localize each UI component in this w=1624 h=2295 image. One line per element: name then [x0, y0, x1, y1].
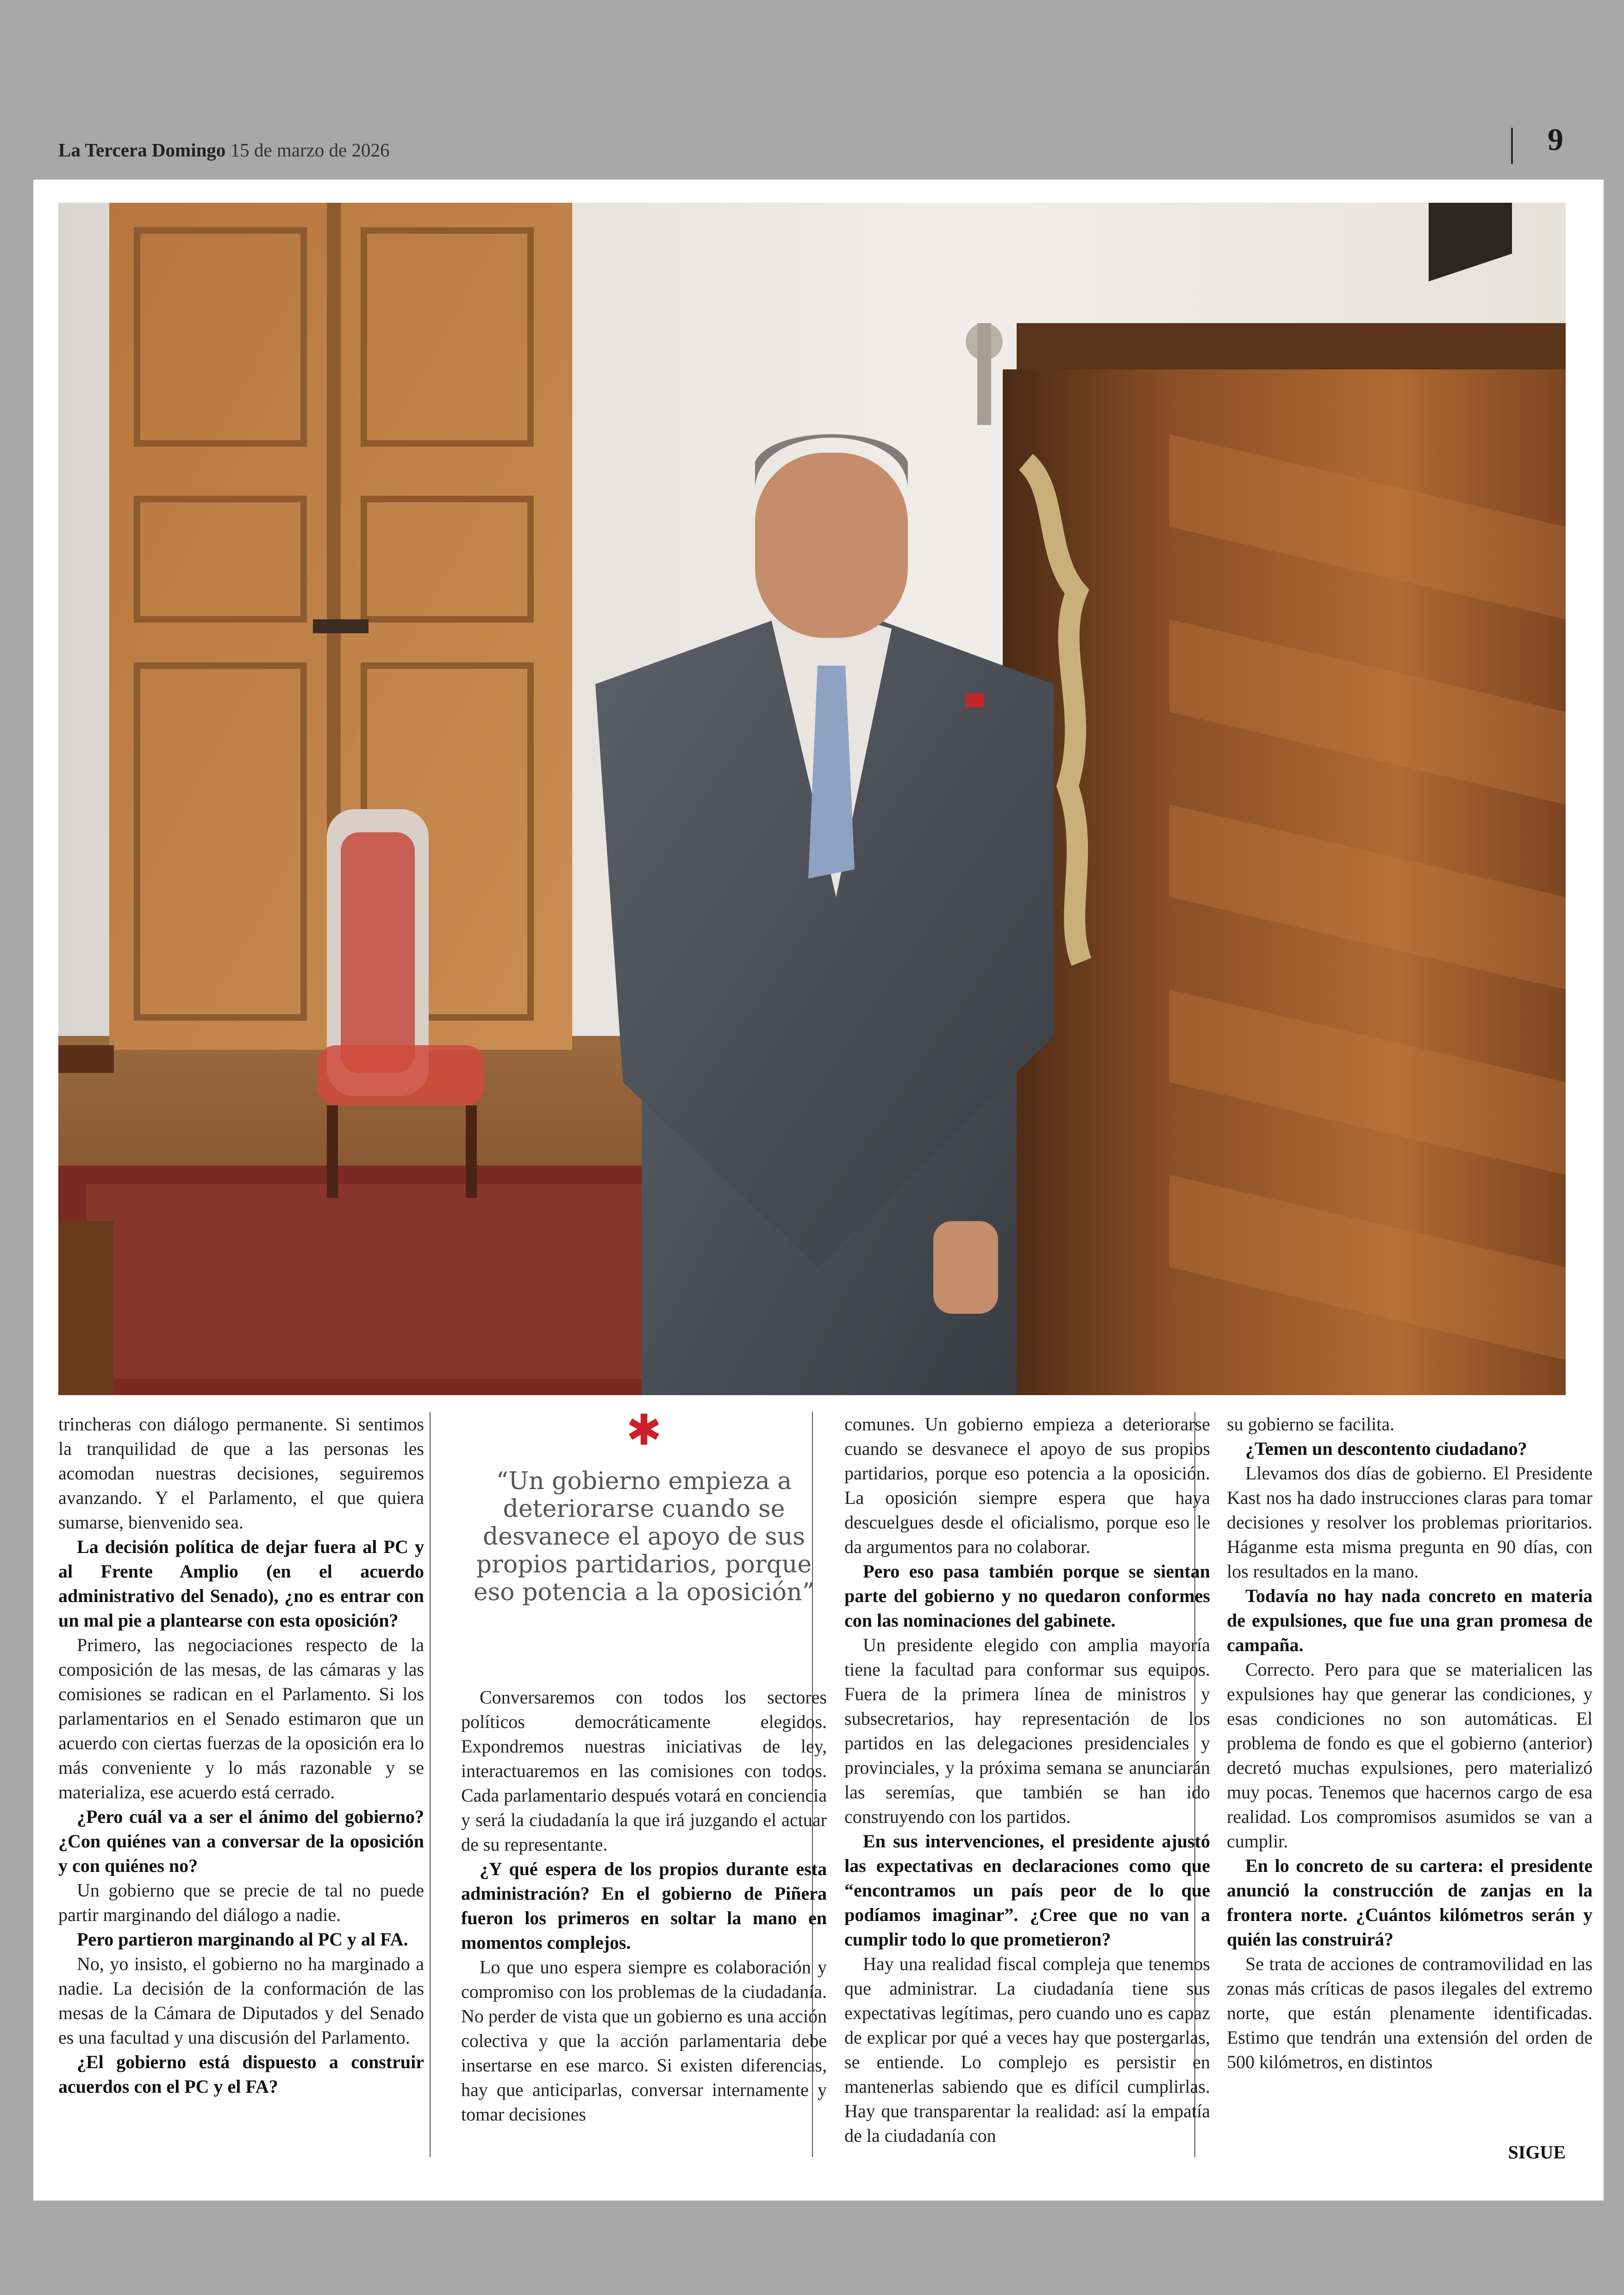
pull-quote — [461, 1405, 827, 1685]
interview-answer: Correcto. Pero para que se materialicen las expulsiones hay que generar las condiciones, y esas condiciones no son automáticas. El problema de fondo es que el gobierno (anterior) decretó muchas expulsiones, pero materializó muy pocas. Tenemos que hacernos cargo de esa realidad. Los compromisos asumidos se van a cumplir. — [1227, 1659, 1593, 1852]
article-page — [33, 180, 1604, 2201]
page-header — [0, 0, 1624, 180]
portrait-photo — [58, 203, 1566, 1395]
text-column-4 — [1227, 1412, 1593, 2189]
interview-question: En lo concreto de su cartera: el presidente anunció la construcción de zanjas en la frontera norte. ¿Cuántos kilómetros serán y quién las construirá? — [1227, 1855, 1593, 1950]
interview-question: En sus intervenciones, el presidente ajustó las expectativas en declaraciones como que “encontramos un país peor de lo que podíamos imaginar”. ¿Cree que no van a cumplir todo lo que prometieron? — [844, 1831, 1210, 1950]
masthead — [58, 139, 390, 161]
interview-answer: Llevamos dos días de gobierno. El Presidente Kast nos ha dado instrucciones claras para tomar decisiones y resolver los problemas prioritarios. Háganme esta misma pregunta en 90 días, con los resultados en la mano. — [1227, 1463, 1593, 1582]
interview-question: ¿Y qué espera de los propios durante esta administración? En el gobierno de Piñera fueron los primeros en soltar la mano en momentos complejos. — [461, 1858, 827, 1953]
text-column-2-body — [461, 1685, 827, 2127]
text-column-2 — [461, 1405, 827, 2189]
interview-answer: Conversaremos con todos los sectores políticos democráticamente elegidos. Expondremos nuestras iniciativas de ley, interactuaremos en las comisiones con todos. Cada parlamentario después votará en conciencia y será la ciudadanía la que irá juzgando el actuar de su representante. — [461, 1687, 827, 1855]
column-divider — [430, 1412, 431, 2157]
header-divider — [1511, 128, 1513, 164]
interview-answer: Se trata de acciones de contramovilidad en las zonas más críticas de pasos ilegales del extremo norte, que están plenamente identificadas. Estimo que tendrán una extensión del orden de 500 kilómetros, en distintos — [1227, 1953, 1593, 2072]
interview-answer: Primero, las negociaciones respecto de la composición de las mesas, de las cámaras y las comisiones se radican en el Parlamento. Si los parlamentarios en el Senado estimaron que un acuerdo con ciertas fuerzas de la oposición era lo más conveniente y lo más razonable y se materializa, ese acuerdo está cerrado. — [58, 1634, 424, 1802]
interview-answer: No, yo insisto, el gobierno no ha marginado a nadie. La decisión de la conformación de las mesas de la Cámara de Diputados y del Senado es una facultad y una discusión del Parlamento. — [58, 1953, 424, 2048]
interview-question: ¿Temen un descontento ciudadano? — [1245, 1438, 1527, 1459]
interview-question: ¿El gobierno está dispuesto a construir acuerdos con el PC y el FA? — [58, 2052, 424, 2097]
interview-answer: Un presidente elegido con amplia mayoría tiene la facultad para conformar sus equipos. Fuera de la primera línea de ministros y subsecretarios, hay representación de los partidos en las delegaciones presidenciales y provinciales, y la próxima semana se anunciarán las seremías, que también se han ido construyendo con los partidos. — [844, 1634, 1210, 1827]
interview-question: Pero partieron marginando al PC y al FA. — [77, 1929, 408, 1950]
issue-date: 15 de marzo de 2026 — [230, 139, 390, 161]
interview-question: Pero eso pasa también porque se sientan parte del gobierno y no quedaron conformes con las nominaciones del gabinete. — [844, 1561, 1210, 1631]
interview-answer: Hay una realidad fiscal compleja que tenemos que administrar. La ciudadanía tiene sus expectativas legítimas, pero cuando uno es capaz de explicar por qué a veces hay que postergarlas, se entiende. Lo complejo es persistir en mantenerlas sabiendo que es difícil cumplirlas. Hay que transparentar la realidad: así la empatía de la ciudadanía con — [844, 1953, 1210, 2146]
interview-question: Todavía no hay nada concreto en materia de expulsiones, que fue una gran promesa de campaña. — [1227, 1585, 1593, 1655]
interview-question: La decisión política de dejar fuera al PC y al Frente Amplio (en el acuerdo administrativo del Senado), ¿no es entrar con un mal pie a plantearse con esta oposición? — [58, 1536, 424, 1631]
page-number: 9 — [1548, 122, 1563, 157]
text-column-1 — [58, 1412, 424, 2189]
asterisk-icon: ✱ — [626, 1405, 662, 1455]
portrait-photo-icon — [58, 203, 1566, 1395]
interview-answer: su gobierno se facilita. — [1227, 1414, 1395, 1434]
interview-answer: Un gobierno que se precie de tal no puede partir marginando del diálogo a nadie. — [58, 1880, 424, 1925]
publication-name: La Tercera Domingo — [58, 139, 226, 161]
interview-question: ¿Pero cuál va a ser el ánimo del gobierno? ¿Con quiénes van a conversar de la oposición y con quiénes no? — [58, 1806, 424, 1876]
interview-answer: trincheras con diálogo permanente. Si sentimos la tranquilidad de que a las personas les acomodan nuestras decisiones, seguiremos avanzando. Y el Parlamento, el que quiera sumarse, bienvenido sea. — [58, 1414, 424, 1533]
pull-quote-text: “Un gobierno empieza a deteriorarse cuando se desvanece el apoyo de sus propios partidarios, porque eso potencia a la oposición” — [473, 1467, 815, 1606]
continue-label: SIGUE — [1508, 2142, 1566, 2163]
text-column-3 — [844, 1412, 1210, 2189]
interview-answer: comunes. Un gobierno empieza a deteriorarse cuando se desvanece el apoyo de sus propios partidarios, porque eso potencia a la oposición. La oposición siempre espera que haya descuelgues desde el oficialismo, porque eso le da argumentos para no colaborar. — [844, 1414, 1210, 1557]
interview-answer: Lo que uno espera siempre es colaboración y compromiso con los problemas de la ciudadanía. No perder de vista que un gobierno es una acción colectiva y que la acción parlamentaria debe insertarse en ese marco. Si existen diferencias, hay que anticiparlas, conversar internamente y tomar decisiones — [461, 1957, 827, 2125]
